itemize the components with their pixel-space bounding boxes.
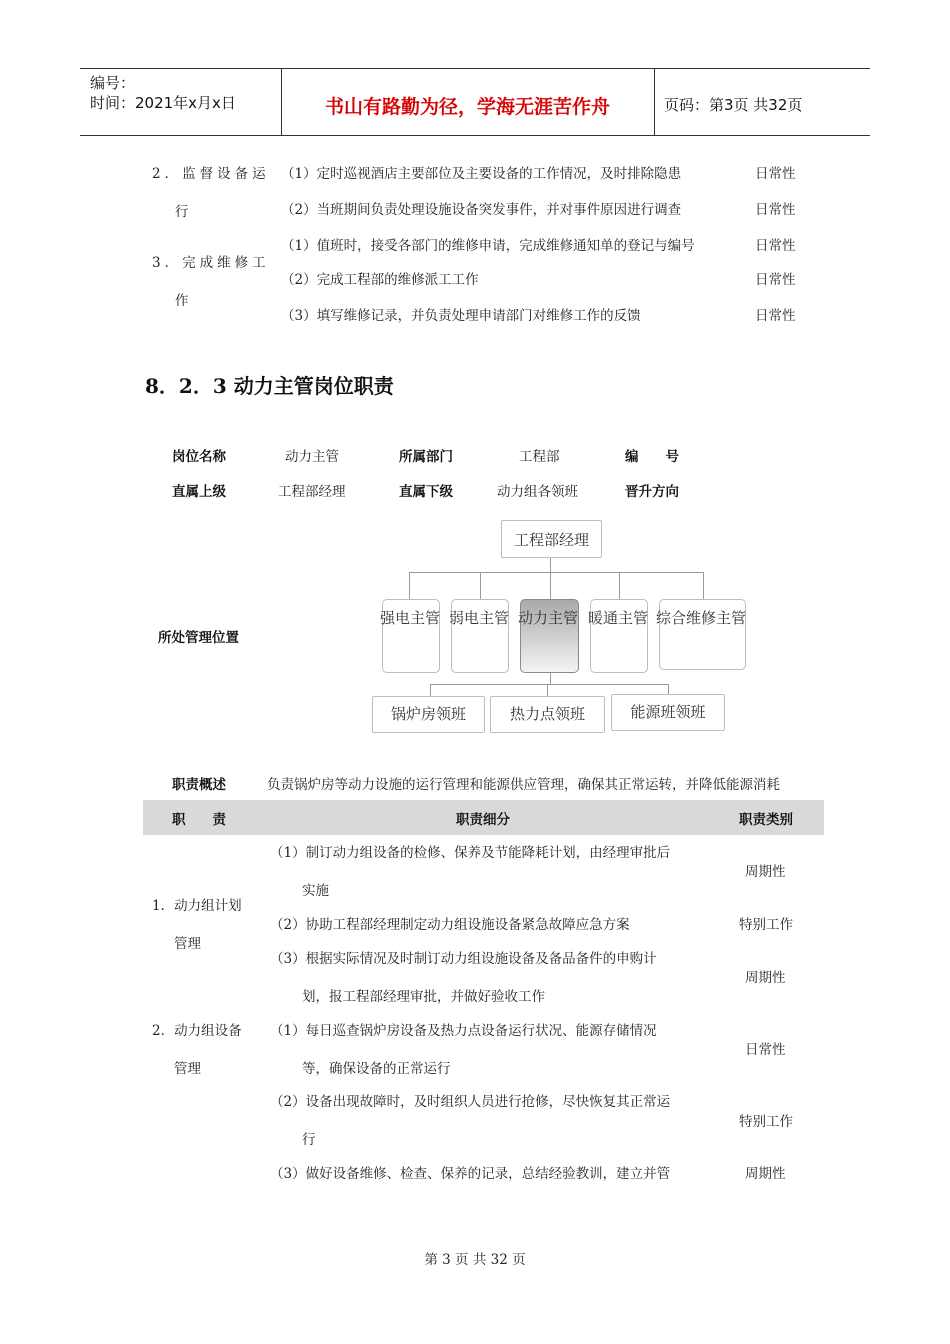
col-header-duty: 职 责 [172, 812, 226, 828]
org-node-label: 动力主管 [518, 609, 579, 627]
info-superior-value: 工程部经理 [278, 484, 346, 500]
table-row-detail: （2）协助工程部经理制定动力组设施设备紧急故障应急方案 [270, 917, 630, 933]
section-title: 8．2．3 动力主管岗位职责 [145, 374, 394, 398]
org-connector [703, 572, 704, 599]
org-connector [430, 684, 668, 685]
table-row-detail: （3）做好设备维修、检查、保养的记录，总结经验教训，建立并管 [270, 1166, 671, 1182]
table-row-type: 日常性 [745, 1042, 786, 1058]
doc-code-label: 编号： [90, 74, 136, 92]
header-top-rule [80, 68, 870, 69]
info-dept-value: 工程部 [519, 449, 560, 465]
duty-2-title-cont: 行 [175, 204, 189, 220]
org-position-label: 所处管理位置 [158, 630, 239, 646]
header-motto: 书山有路勤为径，学海无涯苦作舟 [324, 96, 610, 118]
table-row-detail: （3）根据实际情况及时制订动力组设施设备及备品备件的申购计 [270, 951, 657, 967]
summary-text: 负责锅炉房等动力设施的运行管理和能源供应管理，确保其正常运转，并降低能源消耗 [267, 777, 780, 793]
top-row-detail: （1）定时巡视酒店主要部位及主要设备的工作情况，及时排除隐患 [281, 166, 682, 182]
header-divider-right [654, 68, 655, 136]
org-connector [550, 673, 551, 684]
org-node-label: 暖通主管 [588, 609, 649, 627]
table-row-detail: （1）每日巡查锅炉房设备及热力点设备运行状况、能源存储情况 [270, 1023, 657, 1039]
duty-2-title: 2．监督设备运 [152, 166, 270, 182]
info-name-label: 岗位名称 [172, 449, 226, 465]
duty-2-title: 2．动力组设备 [152, 1023, 242, 1039]
table-row-detail-cont: 实施 [302, 883, 329, 899]
col-header-type: 职责类别 [739, 812, 793, 828]
doc-time-label: 时间：2021年x月x日 [90, 94, 236, 112]
org-connector [619, 572, 620, 599]
info-name-value: 动力主管 [285, 449, 339, 465]
duty-3-title-cont: 作 [175, 293, 189, 309]
info-code-label: 编 号 [625, 449, 679, 465]
top-row-detail: （2）完成工程部的维修派工工作 [281, 272, 479, 288]
header-bottom-rule [80, 135, 870, 136]
table-row-type: 周期性 [745, 970, 786, 986]
table-row-detail-cont: 等，确保设备的正常运行 [302, 1061, 451, 1077]
org-connector [480, 572, 481, 599]
duty-3-title: 3．完成维修工 [152, 255, 270, 271]
org-connector [409, 572, 410, 599]
table-row-type: 周期性 [745, 1166, 786, 1182]
org-node-label: 弱电主管 [449, 609, 510, 627]
duty-1-title-cont: 管理 [174, 936, 201, 952]
org-connector [430, 684, 431, 696]
table-row-type: 周期性 [745, 864, 786, 880]
top-row-type: 日常性 [755, 238, 796, 254]
top-row-type: 日常性 [755, 202, 796, 218]
top-row-detail: （3）填写维修记录，并负责处理申请部门对维修工作的反馈 [281, 308, 641, 324]
org-node-label: 综合维修主管 [656, 609, 747, 627]
info-superior-label: 直属上级 [172, 484, 226, 500]
table-row-type: 特别工作 [739, 1114, 793, 1130]
table-row-detail-cont: 行 [302, 1132, 316, 1148]
top-row-detail: （1）值班时，接受各部门的维修申请，完成维修通知单的登记与编号 [281, 238, 695, 254]
top-row-type: 日常性 [755, 272, 796, 288]
page-indicator: 页码：第3页 共32页 [664, 96, 803, 114]
org-connector [550, 558, 551, 572]
org-connector [550, 572, 551, 599]
info-subordinate-label: 直属下级 [399, 484, 453, 500]
duty-2-title-cont: 管理 [174, 1061, 201, 1077]
info-promotion-label: 晋升方向 [625, 484, 679, 500]
duty-1-title: 1．动力组计划 [152, 898, 242, 914]
org-connector [409, 572, 703, 573]
table-row-detail: （1）制订动力组设备的检修、保养及节能降耗计划，由经理审批后 [270, 845, 671, 861]
top-row-type: 日常性 [755, 166, 796, 182]
top-row-type: 日常性 [755, 308, 796, 324]
top-row-detail: （2）当班期间负责处理设施设备突发事件，并对事件原因进行调查 [281, 202, 682, 218]
summary-label: 职责概述 [172, 777, 226, 793]
table-row-type: 特别工作 [739, 917, 793, 933]
org-node-label: 强电主管 [380, 609, 441, 627]
page-footer: 第 3 页 共 32 页 [424, 1252, 526, 1268]
table-row-detail-cont: 划，报工程部经理审批，并做好验收工作 [302, 989, 545, 1005]
org-node-label: 锅炉房领班 [390, 705, 466, 723]
col-header-detail: 职责细分 [456, 812, 510, 828]
table-row-detail: （2）设备出现故障时，及时组织人员进行抢修，尽快恢复其正常运 [270, 1094, 671, 1110]
info-dept-label: 所属部门 [399, 449, 453, 465]
info-subordinate-value: 动力组各领班 [497, 484, 578, 500]
org-node-label: 能源班领班 [630, 703, 706, 721]
org-connector [547, 684, 548, 696]
org-node-manager-label: 工程部经理 [513, 531, 589, 549]
org-node-label: 热力点领班 [509, 705, 585, 723]
